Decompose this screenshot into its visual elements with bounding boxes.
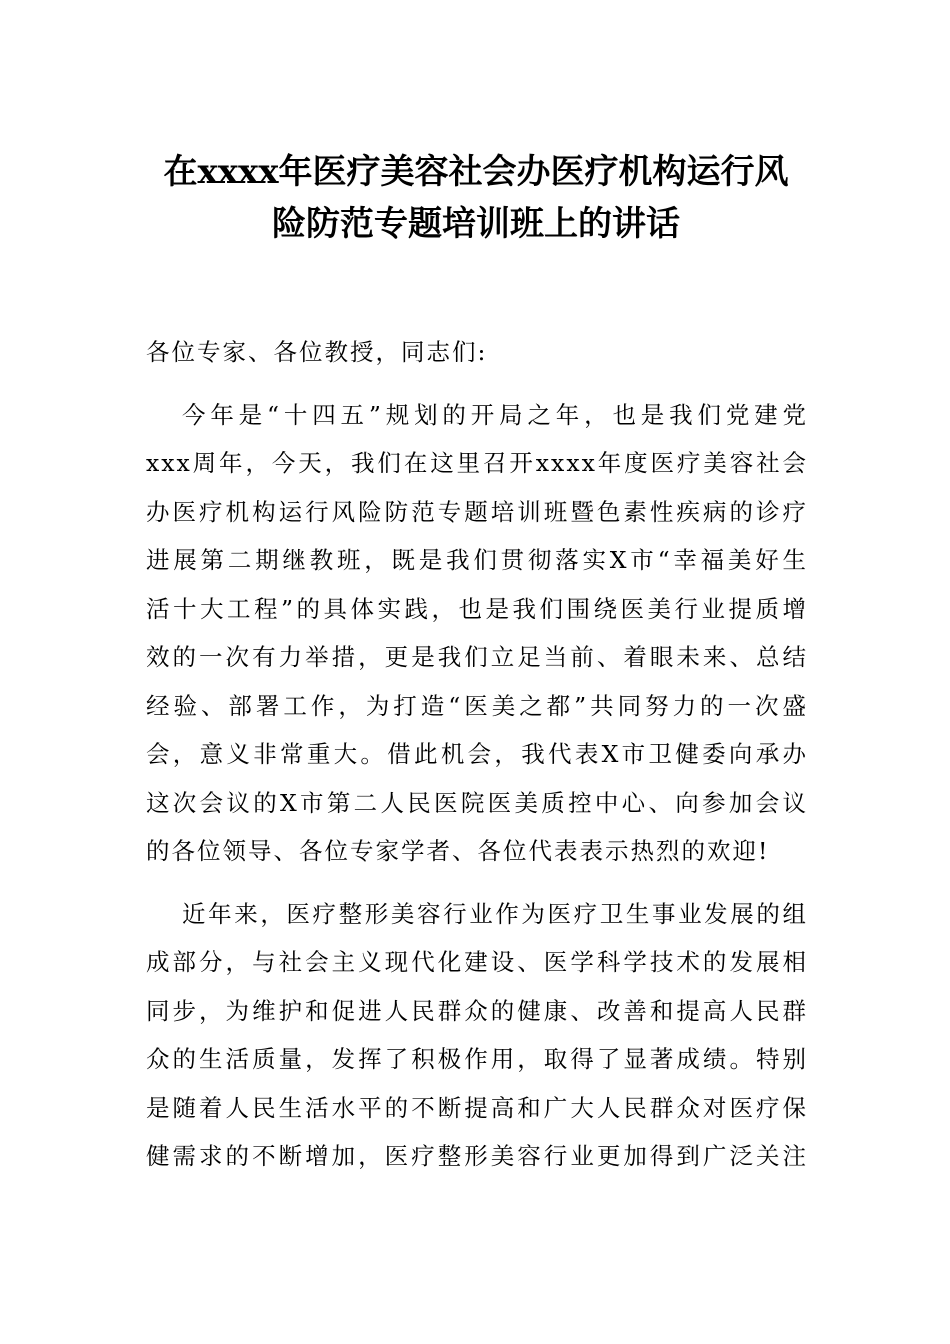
text-line: 众的生活质量，发挥了积极作用，取得了显著成绩。特别: [146, 1045, 808, 1073]
paragraph-1: [146, 391, 808, 876]
text-line: 这次会议的X市第二人民医院医美质控中心、向参加会议: [146, 788, 808, 817]
title-line: 在xxxx年医疗美容社会办医疗机构运行风: [163, 152, 789, 192]
text-line: 活十大工程”的具体实践，也是我们围绕医美行业提质增: [146, 594, 808, 623]
text-line: 会，意义非常重大。借此机会，我代表X市卫健委向承办: [146, 740, 808, 768]
text-line: 同步，为维护和促进人民群众的健康、改善和提高人民群: [146, 996, 808, 1025]
text-line: xxx周年，今天，我们在这里召开xxxx年度医疗美容社会: [146, 449, 808, 477]
text-line: 进展第二期继教班，既是我们贯彻落实X市“幸福美好生: [146, 546, 808, 574]
text-line: 成部分，与社会主义现代化建设、医学科学技术的发展相: [146, 948, 808, 976]
spacer: [146, 377, 808, 391]
title-line: 险防范专题培训班上的讲话: [272, 204, 680, 244]
text-line: 健需求的不断增加，医疗整形美容行业更加得到广泛关注: [146, 1142, 808, 1170]
text-line: 经验、部署工作，为打造“医美之都”共同努力的一次盛: [146, 691, 808, 720]
text-line: 的各位领导、各位专家学者、各位代表表示热烈的欢迎!: [146, 837, 770, 865]
document-body: [146, 328, 808, 1181]
paragraph-2: [146, 890, 808, 1181]
text-line: 办医疗机构运行风险防范专题培训班暨色素性疾病的诊疗: [146, 497, 808, 526]
spacer: [146, 876, 808, 890]
salutation: 各位专家、各位教授，同志们:: [146, 338, 488, 366]
text-line: 今年是“十四五”规划的开局之年，也是我们党建党: [182, 400, 808, 429]
text-line: 近年来，医疗整形美容行业作为医疗卫生事业发展的组: [182, 899, 808, 928]
text-line: 是随着人民生活水平的不断提高和广大人民群众对医疗保: [146, 1093, 808, 1122]
text-line: 效的一次有力举措，更是我们立足当前、着眼未来、总结: [146, 643, 808, 671]
document-title: [146, 146, 806, 250]
